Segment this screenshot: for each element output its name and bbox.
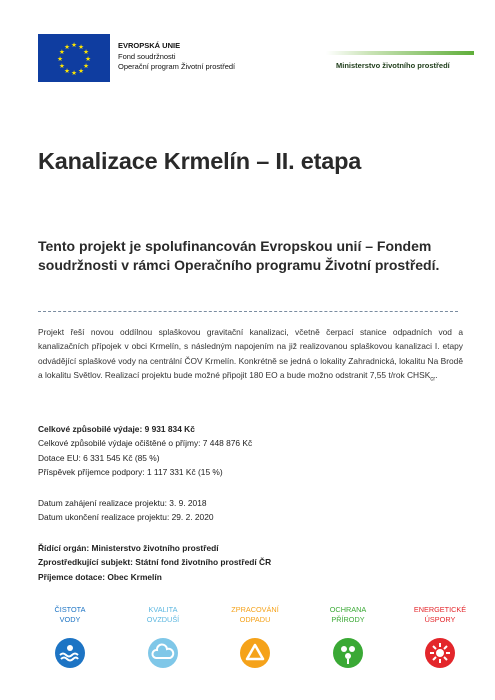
nature-icon [333, 638, 363, 668]
svg-text:★: ★ [71, 41, 77, 49]
eu-line-1: EVROPSKÁ UNIE [118, 41, 181, 50]
svg-text:★: ★ [83, 62, 90, 70]
nature-label-line2: PŘÍRODY [331, 614, 365, 624]
svg-text:★: ★ [58, 62, 65, 70]
svg-text:★: ★ [64, 67, 70, 76]
description-text: Projekt řeší novou oddílnou splaškovou gravitační kanalizaci, včetně čerpací stanice odpadních vod a kanalizačních přípojek v obci Krmelín, s následným napojením na již realizovanou splaškovou kanalizaci I. etapy odvádějící splaškové vody na centrální ČOV Krmelín. Konkrétně se jedná o lokality Zahradnická, lokalitu Na Brodě a lokalitu Světlov. Realizací projektu bude možné připojit 180 EO a bude možno odstranit 7,55 t/rok CHSK [38, 327, 463, 380]
energy-label-line1: ENERGETICKÉ [413, 605, 467, 614]
svg-text:★: ★ [64, 42, 70, 51]
waste-label [220, 605, 290, 627]
air-label [128, 605, 198, 627]
eu-programme-text [118, 41, 235, 73]
nature-label-line1: OCHRANA [329, 605, 367, 614]
bodies-block [38, 541, 271, 584]
icon-water [35, 605, 105, 668]
waste-label-line1: ZPRACOVÁNÍ [231, 605, 279, 614]
water-label [35, 605, 105, 627]
dates-block [38, 496, 214, 525]
nature-label [313, 605, 383, 627]
icon-energy [405, 605, 475, 668]
svg-text:★: ★ [57, 55, 63, 63]
start-date-value: 3. 9. 2018 [169, 498, 207, 508]
contribution-value: 1 117 331 Kč (15 %) [146, 466, 223, 477]
start-date-label: Datum zahájení realizace projektu: [38, 498, 167, 508]
svg-text:★: ★ [71, 69, 77, 77]
ministry-logo [326, 51, 474, 70]
icon-air [128, 605, 198, 668]
air-label-line2: OVZDUŠÍ [146, 614, 180, 624]
managing-value: Ministerstvo životního prostředí [91, 543, 219, 553]
energy-label [405, 605, 475, 627]
svg-text:★: ★ [83, 48, 90, 56]
net-costs [38, 436, 252, 450]
icon-waste [220, 605, 290, 668]
description-end: . [435, 369, 438, 380]
waste-icon [240, 638, 270, 668]
energy-icon [425, 638, 455, 668]
eu-grant-value: 6 331 545 Kč (85 %) [83, 452, 160, 463]
project-description [38, 325, 463, 387]
water-label-line2: VODY [59, 614, 81, 624]
eu-flag-logo [38, 34, 110, 82]
start-date [38, 496, 214, 510]
eu-line-3: Operační program Životní prostředí [118, 62, 236, 71]
total-costs-value: 9 931 834 Kč [144, 424, 195, 434]
svg-text:★: ★ [78, 67, 84, 76]
water-label-line1: ČISTOTA [54, 605, 86, 614]
svg-text:★: ★ [85, 55, 91, 63]
recipient-label: Příjemce dotace: [38, 571, 106, 582]
water-icon [55, 638, 85, 668]
total-costs-label: Celkové způsobilé výdaje: [38, 424, 143, 434]
end-date-value: 29. 2. 2020 [171, 512, 214, 523]
air-icon [148, 638, 178, 668]
air-label-line1: KVALITA [148, 605, 178, 614]
page-title: Kanalizace Krmelín – II. etapa [38, 148, 362, 174]
end-date [38, 510, 214, 524]
cofinancing-statement: Tento projekt je spolufinancován Evropskou unií – Fondem soudržnosti v rámci Operačního programu Životní prostředí. [38, 238, 440, 273]
ministry-bar [326, 51, 474, 55]
managing-label: Řídící orgán: [38, 543, 90, 553]
net-costs-value: 7 448 876 Kč [202, 438, 253, 449]
total-costs [38, 422, 252, 436]
energy-label-line2: ÚSPORY [424, 614, 456, 624]
intermediate-label: Zprostředkující subjekt: [38, 557, 133, 568]
icon-nature [313, 605, 383, 668]
description-subscript: cr [430, 376, 436, 383]
end-date-label: Datum ukončení realizace projektu: [38, 512, 170, 523]
ministry-name: Ministerstvo životního prostředí [336, 61, 450, 70]
net-costs-label: Celkové způsobilé výdaje očištěné o příjmy: [38, 438, 201, 449]
recipient-contribution [38, 465, 252, 479]
contribution-label: Příspěvek příjemce podpory: [38, 466, 145, 477]
intermediate-body [38, 555, 271, 569]
svg-text:★: ★ [78, 42, 84, 51]
costs-block [38, 422, 252, 479]
recipient-value: Obec Krmelín [107, 571, 162, 582]
svg-text:★: ★ [58, 48, 65, 56]
divider [38, 311, 458, 312]
waste-label-line2: ODPADU [239, 614, 271, 624]
managing-authority [38, 541, 271, 555]
eu-line-2: Fond soudržnosti [118, 51, 176, 61]
eu-grant-label: Dotace EU: [38, 452, 81, 463]
grant-recipient [38, 570, 271, 584]
eu-grant [38, 451, 252, 465]
intermediate-value: Státní fond životního prostředí ČR [135, 557, 272, 568]
theme-icons [30, 605, 470, 695]
